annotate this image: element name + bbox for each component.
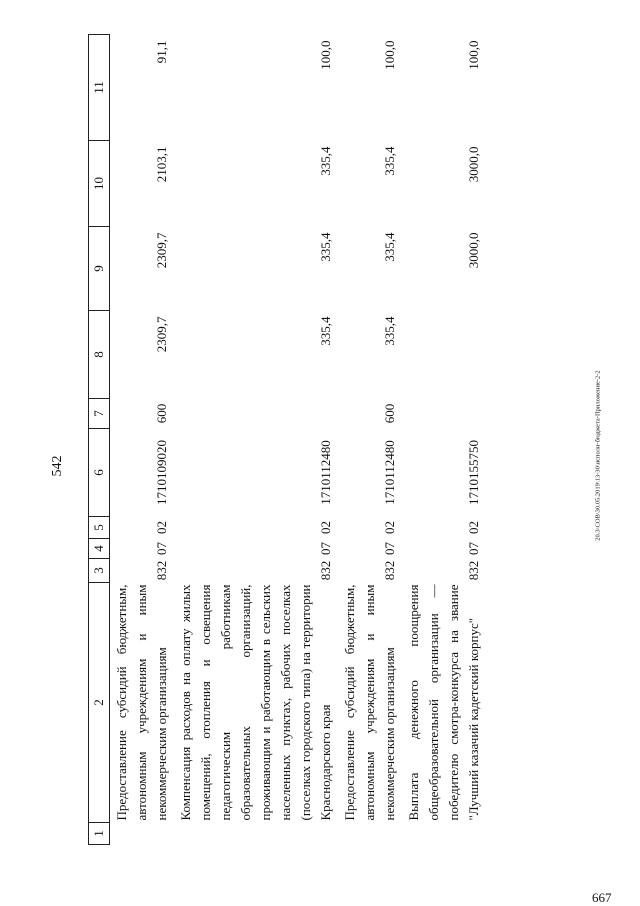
cell-target-article: 1710109020 — [154, 440, 169, 505]
column-header: 5 — [89, 517, 110, 539]
table-row — [174, 35, 338, 845]
table-row — [338, 35, 402, 845]
cell-value-col10: 335,4 — [318, 146, 333, 176]
column-header: 6 — [89, 429, 110, 517]
table-row — [110, 35, 175, 845]
cell-value-col11: 100,0 — [382, 40, 397, 70]
column-header: 9 — [89, 227, 110, 311]
column-header: 3 — [89, 559, 110, 583]
row-description: Предоставление субсидий бюджетным, автономным учреждениям и иным некоммерческим организациям — [342, 584, 397, 821]
cell-expense-type: 600 — [154, 403, 169, 424]
cell-subsection: 02 — [318, 521, 333, 534]
cell-value-col9: 335,4 — [382, 232, 397, 262]
column-header: 2 — [89, 583, 110, 823]
budget-table — [88, 34, 486, 845]
cell-subsection: 02 — [154, 521, 169, 534]
cut-off-page-number: 667 — [592, 890, 612, 905]
page-number: 542 — [50, 455, 65, 477]
cell-section: 07 — [466, 542, 481, 555]
cell-section: 07 — [318, 542, 333, 555]
cell-value-col9: 335,4 — [318, 232, 333, 262]
column-header: 4 — [89, 539, 110, 559]
cell-ministry: 832 — [382, 560, 397, 581]
cell-target-article: 1710112480 — [318, 440, 333, 505]
row-description: Компенсация расходов на оплату жилых помещений, отопления и освещения педагогическим работникам образовательных организаций, проживающим и работающим в сельских населенных пунктах, рабочих поселках (поселках городского типа) на территории Краснодарского края — [178, 584, 333, 821]
cell-expense-type: 600 — [382, 403, 397, 424]
column-header: 8 — [89, 311, 110, 399]
cell-ministry: 832 — [466, 560, 481, 581]
column-number-row — [89, 35, 110, 845]
cell-value-col11: 91,1 — [154, 40, 169, 64]
cell-value-col10: 3000,0 — [466, 146, 481, 183]
cell-ministry: 832 — [318, 560, 333, 581]
column-header: 7 — [89, 399, 110, 429]
table-row — [402, 35, 486, 845]
cell-section: 07 — [382, 542, 397, 555]
column-header: 10 — [89, 141, 110, 227]
file-path-note: 20.3\СОВ\30.05.2019\13-30\исполн-бюджета-Приложение-2-2 — [594, 370, 602, 541]
cell-expense-type — [174, 399, 338, 429]
cell-target-article: 1710155750 — [466, 440, 481, 505]
cell-value-col9: 2309,7 — [154, 232, 169, 269]
cell-value-col10: 335,4 — [382, 146, 397, 176]
rotated-table-sheet — [88, 40, 583, 845]
cell-value-col8 — [402, 311, 486, 399]
cell-subsection: 02 — [382, 521, 397, 534]
cell-value-col8: 335,4 — [318, 316, 333, 346]
row-description: Выплата денежного поощрения общеобразовательной организации — победителю смотра-конкурса на звание "Лучший казачий кадетский корпус" — [406, 584, 481, 821]
cell-value-col8: 335,4 — [382, 316, 397, 346]
column-header: 1 — [89, 823, 110, 845]
cell-ministry: 832 — [154, 560, 169, 581]
cell-value-col9: 3000,0 — [466, 232, 481, 269]
cell-section: 07 — [154, 542, 169, 555]
row-description: Предоставление субсидий бюджетным, автономным учреждениям и иным некоммерческим организациям — [114, 584, 169, 821]
cell-target-article: 1710112480 — [382, 440, 397, 505]
cell-value-col8: 2309,7 — [154, 316, 169, 353]
cell-value-col11: 100,0 — [466, 40, 481, 70]
cell-expense-type — [402, 399, 486, 429]
column-header: 11 — [89, 35, 110, 141]
cell-value-col10: 2103,1 — [154, 146, 169, 183]
cell-value-col11: 100,0 — [318, 40, 333, 70]
cell-subsection: 02 — [466, 521, 481, 534]
